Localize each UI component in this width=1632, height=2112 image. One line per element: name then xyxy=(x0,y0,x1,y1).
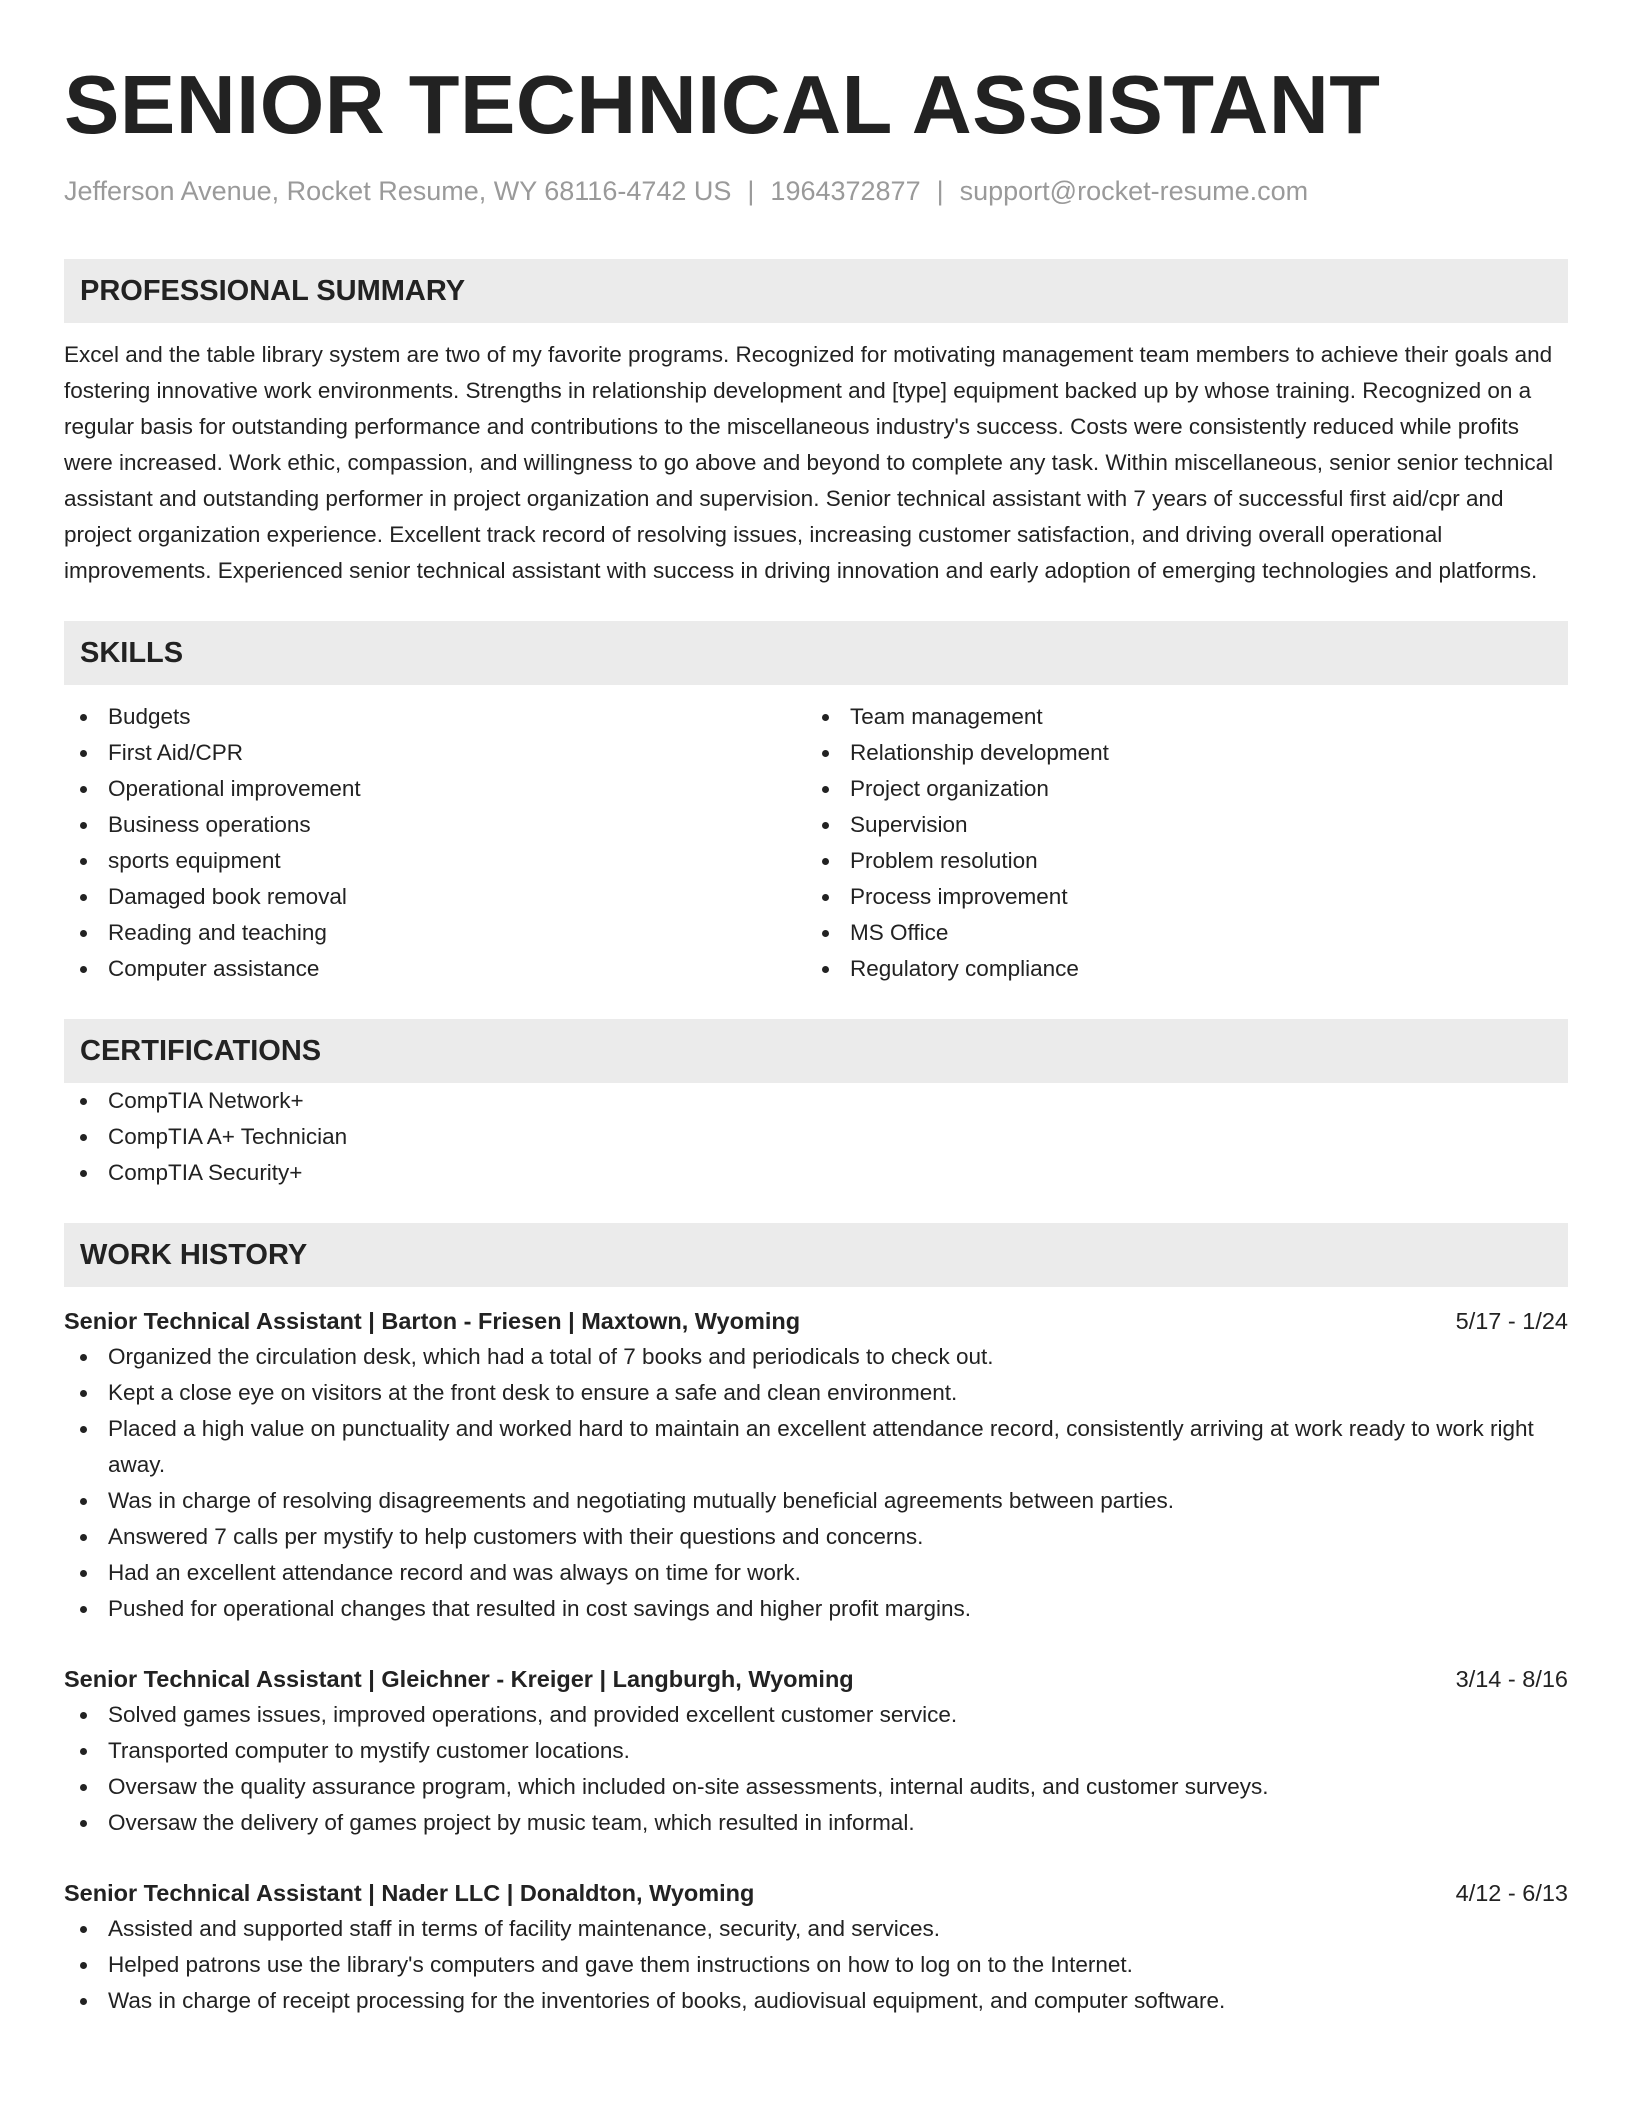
skill-item: Reading and teaching xyxy=(64,915,806,951)
skill-item: Relationship development xyxy=(806,735,1548,771)
skill-item: First Aid/CPR xyxy=(64,735,806,771)
contact-email: support@rocket-resume.com xyxy=(959,176,1309,206)
job-entry xyxy=(64,1875,1568,2019)
work-history-list xyxy=(64,1303,1568,2019)
resume-page xyxy=(64,0,1568,2019)
certification-item: CompTIA A+ Technician xyxy=(64,1119,1568,1155)
job-header xyxy=(64,1875,1568,1911)
job-duty-item: Solved games issues, improved operations, and provided excellent customer service. xyxy=(64,1697,1568,1733)
summary-heading: PROFESSIONAL SUMMARY xyxy=(64,259,1568,323)
job-duty-item: Pushed for operational changes that resulted in cost savings and higher profit margins. xyxy=(64,1591,1568,1627)
job-duties-list xyxy=(64,1697,1568,1841)
skills-column-left xyxy=(64,699,806,987)
skill-item: Regulatory compliance xyxy=(806,951,1548,987)
job-title: Senior Technical Assistant | Gleichner - Kreiger | Langburgh, Wyoming xyxy=(64,1666,854,1692)
job-dates: 4/12 - 6/13 xyxy=(1455,1880,1568,1906)
job-duties-list xyxy=(64,1339,1568,1627)
skill-item: Operational improvement xyxy=(64,771,806,807)
resume-name: SENIOR TECHNICAL ASSISTANT xyxy=(64,58,1381,151)
job-duty-item: Oversaw the quality assurance program, which included on-site assessments, internal audits, and customer surveys. xyxy=(64,1769,1568,1805)
skill-item: MS Office xyxy=(806,915,1548,951)
skill-item: Team management xyxy=(806,699,1548,735)
contact-separator: | xyxy=(747,176,755,206)
contact-address: Jefferson Avenue, Rocket Resume, WY 68116-4742 US xyxy=(64,176,732,206)
job-entry xyxy=(64,1303,1568,1627)
job-duties-list xyxy=(64,1911,1568,2019)
skill-item: Budgets xyxy=(64,699,806,735)
job-entry xyxy=(64,1661,1568,1841)
skill-item: Computer assistance xyxy=(64,951,806,987)
skill-item: Project organization xyxy=(806,771,1548,807)
job-title: Senior Technical Assistant | Barton - Friesen | Maxtown, Wyoming xyxy=(64,1308,801,1334)
job-header xyxy=(64,1303,1568,1339)
contact-separator: | xyxy=(936,176,944,206)
job-duty-item: Placed a high value on punctuality and worked hard to maintain an excellent attendance record, consistently arriving at work ready to work right away. xyxy=(64,1411,1568,1483)
certifications-list xyxy=(64,1083,1568,1191)
skills-list-right xyxy=(806,699,1548,987)
job-dates: 3/14 - 8/16 xyxy=(1455,1666,1568,1692)
skill-item: Problem resolution xyxy=(806,843,1548,879)
skill-item: sports equipment xyxy=(64,843,806,879)
job-duty-item: Kept a close eye on visitors at the front desk to ensure a safe and clean environment. xyxy=(64,1375,1568,1411)
job-duty-item: Helped patrons use the library's computers and gave them instructions on how to log on to the Internet. xyxy=(64,1947,1568,1983)
work-history-heading: WORK HISTORY xyxy=(64,1223,1568,1287)
summary-text: Excel and the table library system are two of my favorite programs. Recognized for motivating management team members to achieve their goals and fostering innovative work environments. Strengths in relationship development and [type] equipment backed up by whose training. Recognized on a regular basis for outstanding performance and contributions to the miscellaneous industry's success. Costs were consistently reduced while profits were increased. Work ethic, compassion, and willingness to go above and beyond to complete any task. Within miscellaneous, senior senior technical assistant and outstanding performer in project organization and supervision. Senior technical assistant with 7 years of successful first aid/cpr and project organization experience. Excellent track record of resolving issues, increasing customer satisfaction, and driving overall operational improvements. Experienced senior technical assistant with success in driving innovation and early adoption of emerging technologies and platforms. xyxy=(64,342,1554,583)
job-duty-item: Answered 7 calls per mystify to help customers with their questions and concerns. xyxy=(64,1519,1568,1555)
skill-item: Process improvement xyxy=(806,879,1548,915)
skills-column-right xyxy=(806,699,1548,987)
skills-list-left xyxy=(64,699,806,987)
job-duty-item: Assisted and supported staff in terms of facility maintenance, security, and services. xyxy=(64,1911,1568,1947)
skill-item: Damaged book removal xyxy=(64,879,806,915)
job-title: Senior Technical Assistant | Nader LLC | Donaldton, Wyoming xyxy=(64,1880,755,1906)
certifications-heading: CERTIFICATIONS xyxy=(64,1019,1568,1083)
job-duty-item: Had an excellent attendance record and was always on time for work. xyxy=(64,1555,1568,1591)
job-dates: 5/17 - 1/24 xyxy=(1455,1308,1568,1334)
skills-heading: SKILLS xyxy=(64,621,1568,685)
certification-item: CompTIA Network+ xyxy=(64,1083,1568,1119)
contact-line xyxy=(64,174,1568,208)
contact-phone: 1964372877 xyxy=(770,176,921,206)
skill-item: Supervision xyxy=(806,807,1548,843)
job-duty-item: Was in charge of resolving disagreements and negotiating mutually beneficial agreements between parties. xyxy=(64,1483,1568,1519)
job-header xyxy=(64,1661,1568,1697)
job-duty-item: Oversaw the delivery of games project by music team, which resulted in informal. xyxy=(64,1805,1568,1841)
certification-item: CompTIA Security+ xyxy=(64,1155,1568,1191)
job-duty-item: Organized the circulation desk, which had a total of 7 books and periodicals to check out. xyxy=(64,1339,1568,1375)
skills-grid xyxy=(64,699,1568,987)
skill-item: Business operations xyxy=(64,807,806,843)
job-duty-item: Was in charge of receipt processing for the inventories of books, audiovisual equipment, and computer software. xyxy=(64,1983,1568,2019)
job-duty-item: Transported computer to mystify customer locations. xyxy=(64,1733,1568,1769)
